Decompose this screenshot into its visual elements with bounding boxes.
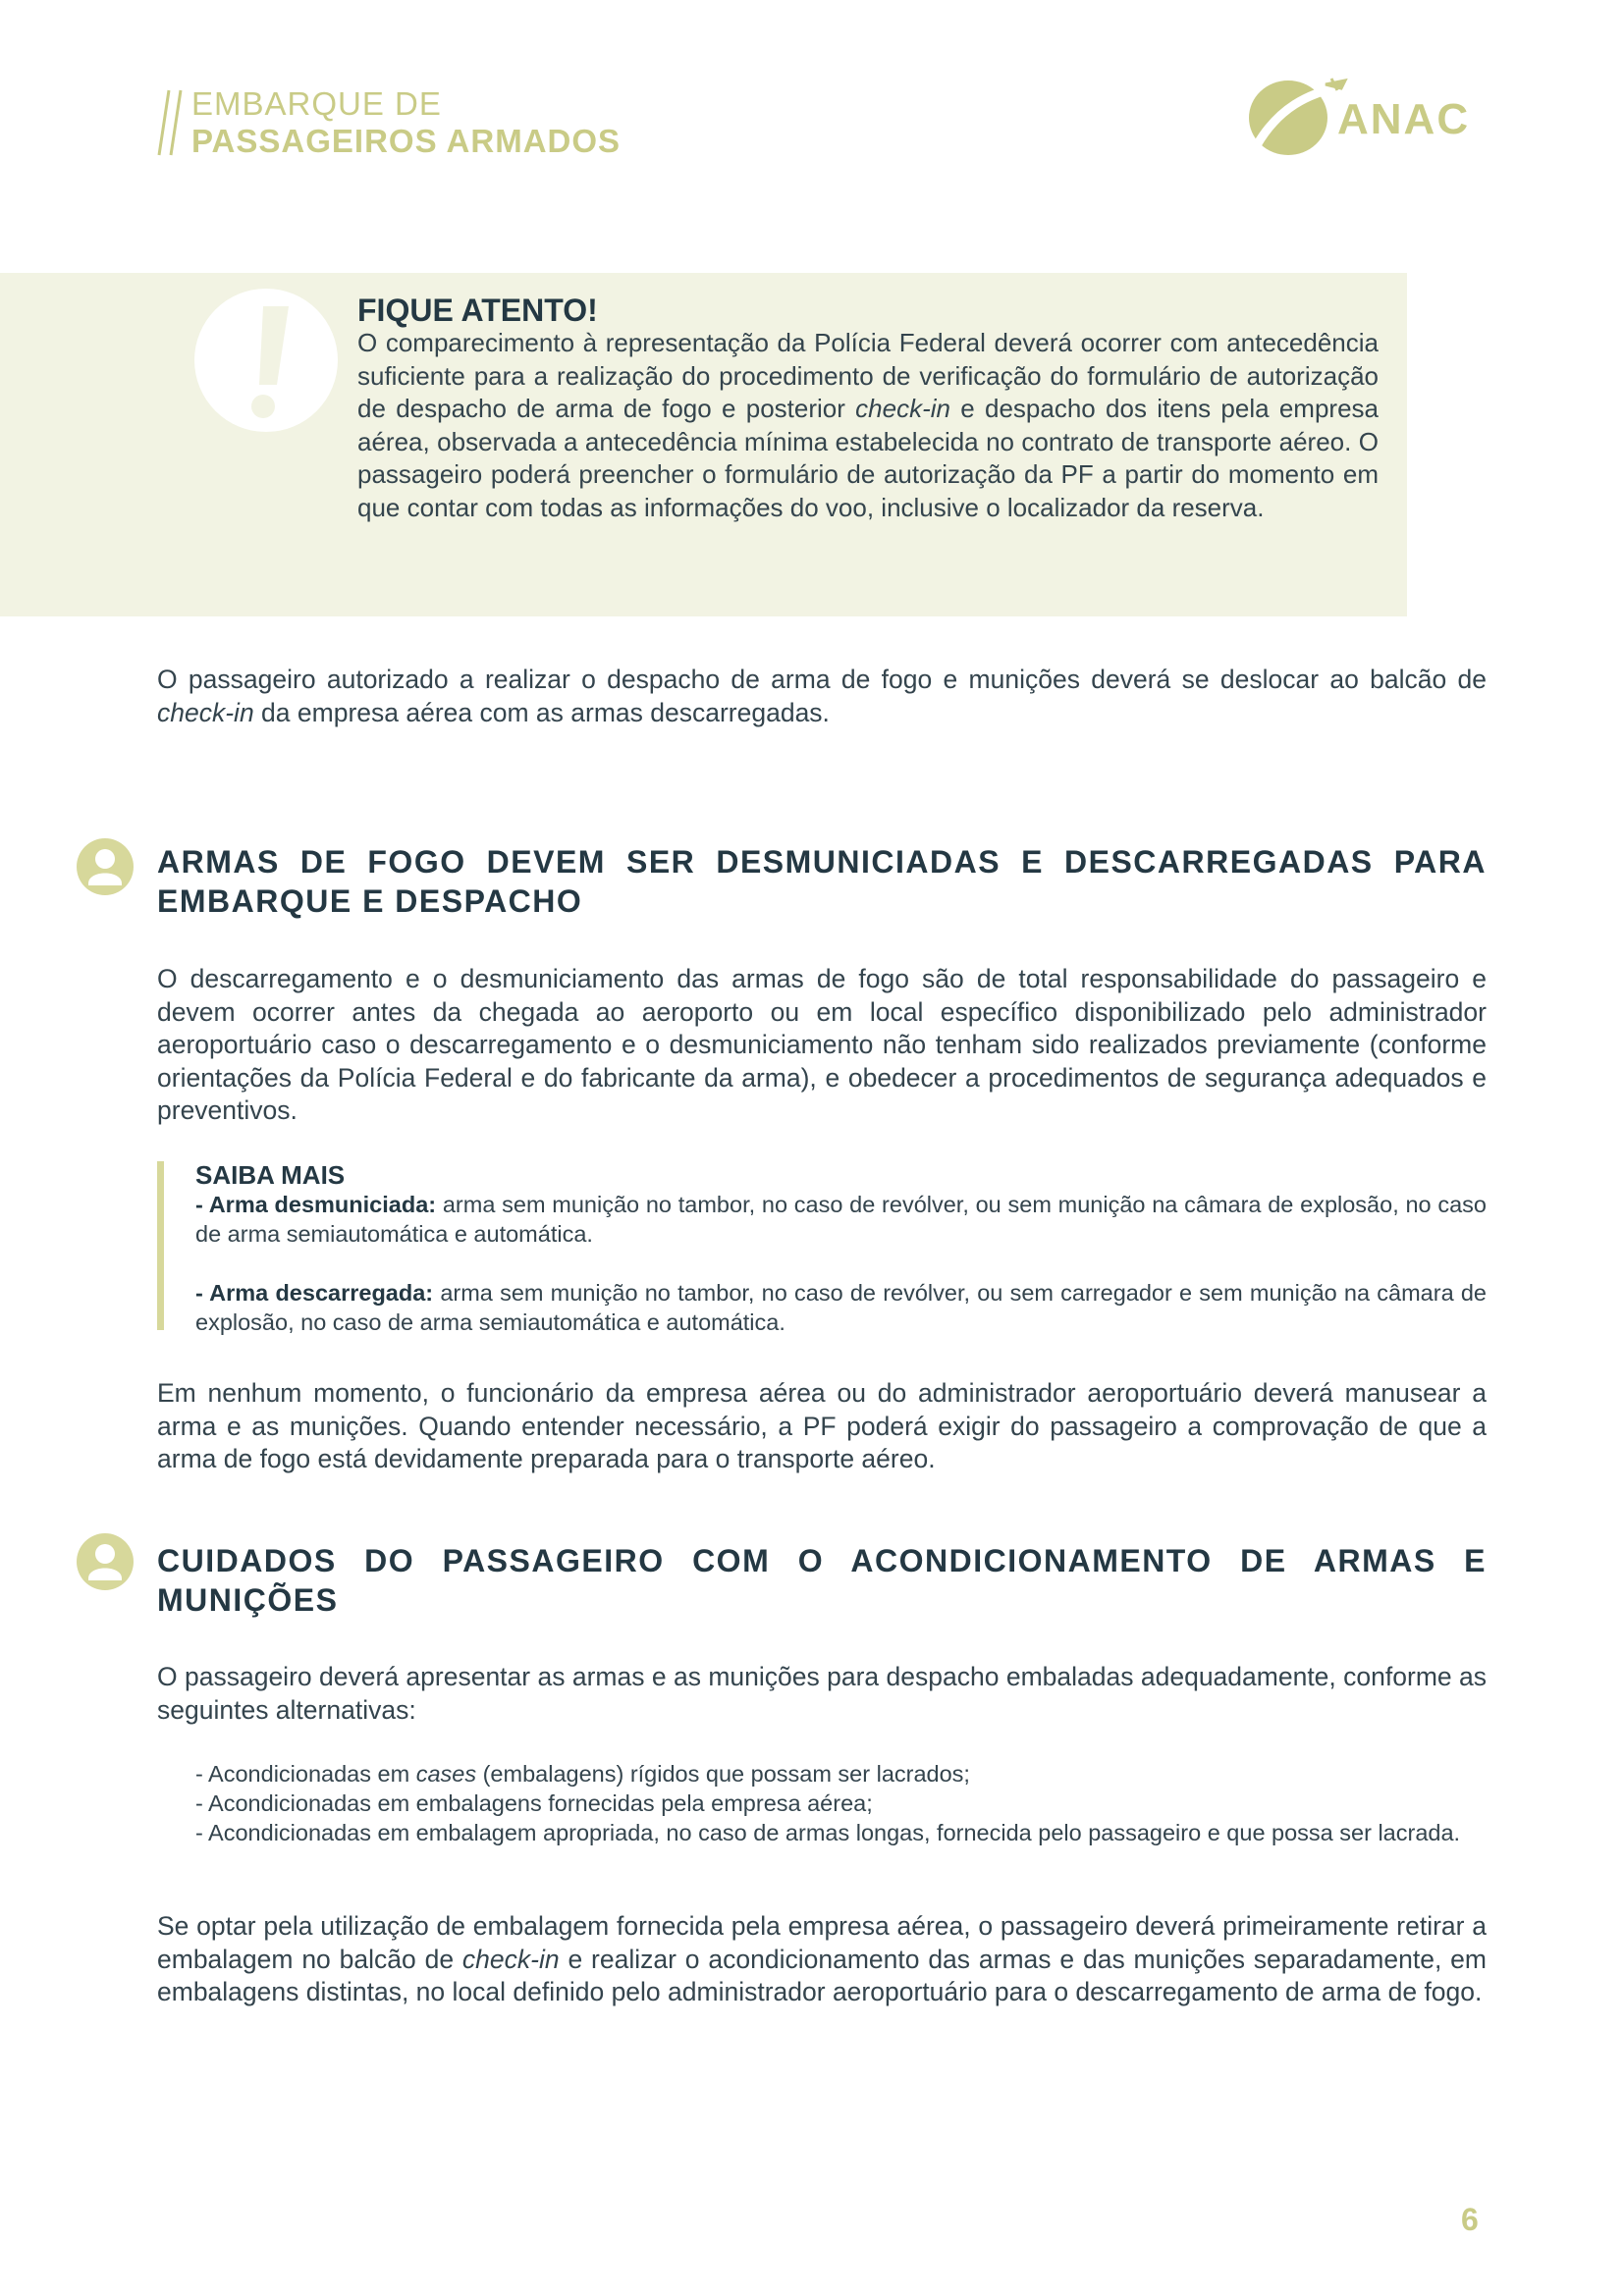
list-item: - Acondicionadas em embalagem apropriada, no caso de armas longas, fornecida pelo passageiro e que possa ser lacrada. <box>195 1820 1461 1845</box>
anac-logo-text: ANAC <box>1337 95 1471 143</box>
definition-desmuniciada: - Arma desmuniciada: arma sem munição no tambor, no caso de revólver, ou sem munição na câmara de explosão, no caso de arma semiautomática e automática. <box>195 1192 1488 1247</box>
section2-paragraph1: O passageiro deverá apresentar as armas e as munições para despacho embaladas adequadamente, conforme as seguintes alternativas: <box>157 1662 1487 1725</box>
section2-paragraph2: Se optar pela utilização de embalagem fornecida pela empresa aérea, o passageiro deverá primeiramente retirar a embalagem no balcão de check-in e realizar o acondicionamento das armas e das munições separadamente, em embalagens distintas, no local definido pelo administrador aeroportuário para o descarregamento de arma de fogo. <box>157 1911 1487 2006</box>
saiba-mais-bar <box>157 1161 164 1330</box>
alert-text: O comparecimento à representação da Polícia Federal deverá ocorrer com antecedência suficiente para a realização do procedimento de verificação do formulário de autorização de despacho de arma de fogo e posterior check-in e despacho dos itens pela empresa aérea, observada a antecedência mínima estabelecida no contrato de transporte aéreo. O passageiro poderá preencher o formulário de autorização da PF a partir do momento em que contar com todas as informações do voo, inclusive o localizador da reserva. <box>357 328 1380 522</box>
header-slash-icon <box>157 88 187 157</box>
exclamation-icon <box>192 287 340 434</box>
list-item: - Acondicionadas em cases (embalagens) rígidos que possam ser lacrados; <box>195 1761 970 1787</box>
section2-title: CUIDADOS DO PASSAGEIRO COM O ACONDICIONAMENTO DE ARMAS E MUNIÇÕES <box>157 1543 1487 1618</box>
header-title-line1: EMBARQUE DE <box>191 85 442 122</box>
intro-paragraph: O passageiro autorizado a realizar o despacho de arma de fogo e munições deverá se deslocar ao balcão de check-in da empresa aérea com as armas descarregadas. <box>157 665 1487 727</box>
list-item: - Acondicionadas em embalagens fornecidas pela empresa aérea; <box>195 1790 873 1816</box>
header-title-line2: PASSAGEIROS ARMADOS <box>191 123 622 159</box>
section1-paragraph2: Em nenhum momento, o funcionário da empresa aérea ou do administrador aeroportuário deverá manusear a arma e as munições. Quando entender necessário, a PF poderá exigir do passageiro a comprovação de que a arma de fogo está devidamente preparada para o transporte aéreo. <box>157 1378 1487 1473</box>
person-icon <box>77 838 134 895</box>
section1-title: ARMAS DE FOGO DEVEM SER DESMUNICIADAS E DESCARREGADAS PARA EMBARQUE E DESPACHO <box>157 844 1487 919</box>
definition-descarregada: - Arma descarregada: arma sem munição no tambor, no caso de revólver, ou sem carregador e sem munição na câmara de explosão, no caso de arma semiautomática e automática. <box>195 1280 1487 1335</box>
page-number: 6 <box>1461 2202 1479 2237</box>
saiba-mais-title: SAIBA MAIS <box>195 1160 346 1190</box>
alert-title: FIQUE ATENTO! <box>357 293 598 328</box>
person-icon <box>77 1533 134 1590</box>
section1-paragraph1: O descarregamento e o desmuniciamento das armas de fogo são de total responsabilidade do passageiro e devem ocorrer antes da chegada ao aeroporto ou em local específico disponibilizado pelo administrador aeroportuário caso o descarregamento e o desmuniciamento não tenham sido realizados previamente (conforme orientações da Polícia Federal e do fabricante da arma), e obedecer a procedimentos de segurança adequados e preventivos. <box>157 964 1487 1125</box>
